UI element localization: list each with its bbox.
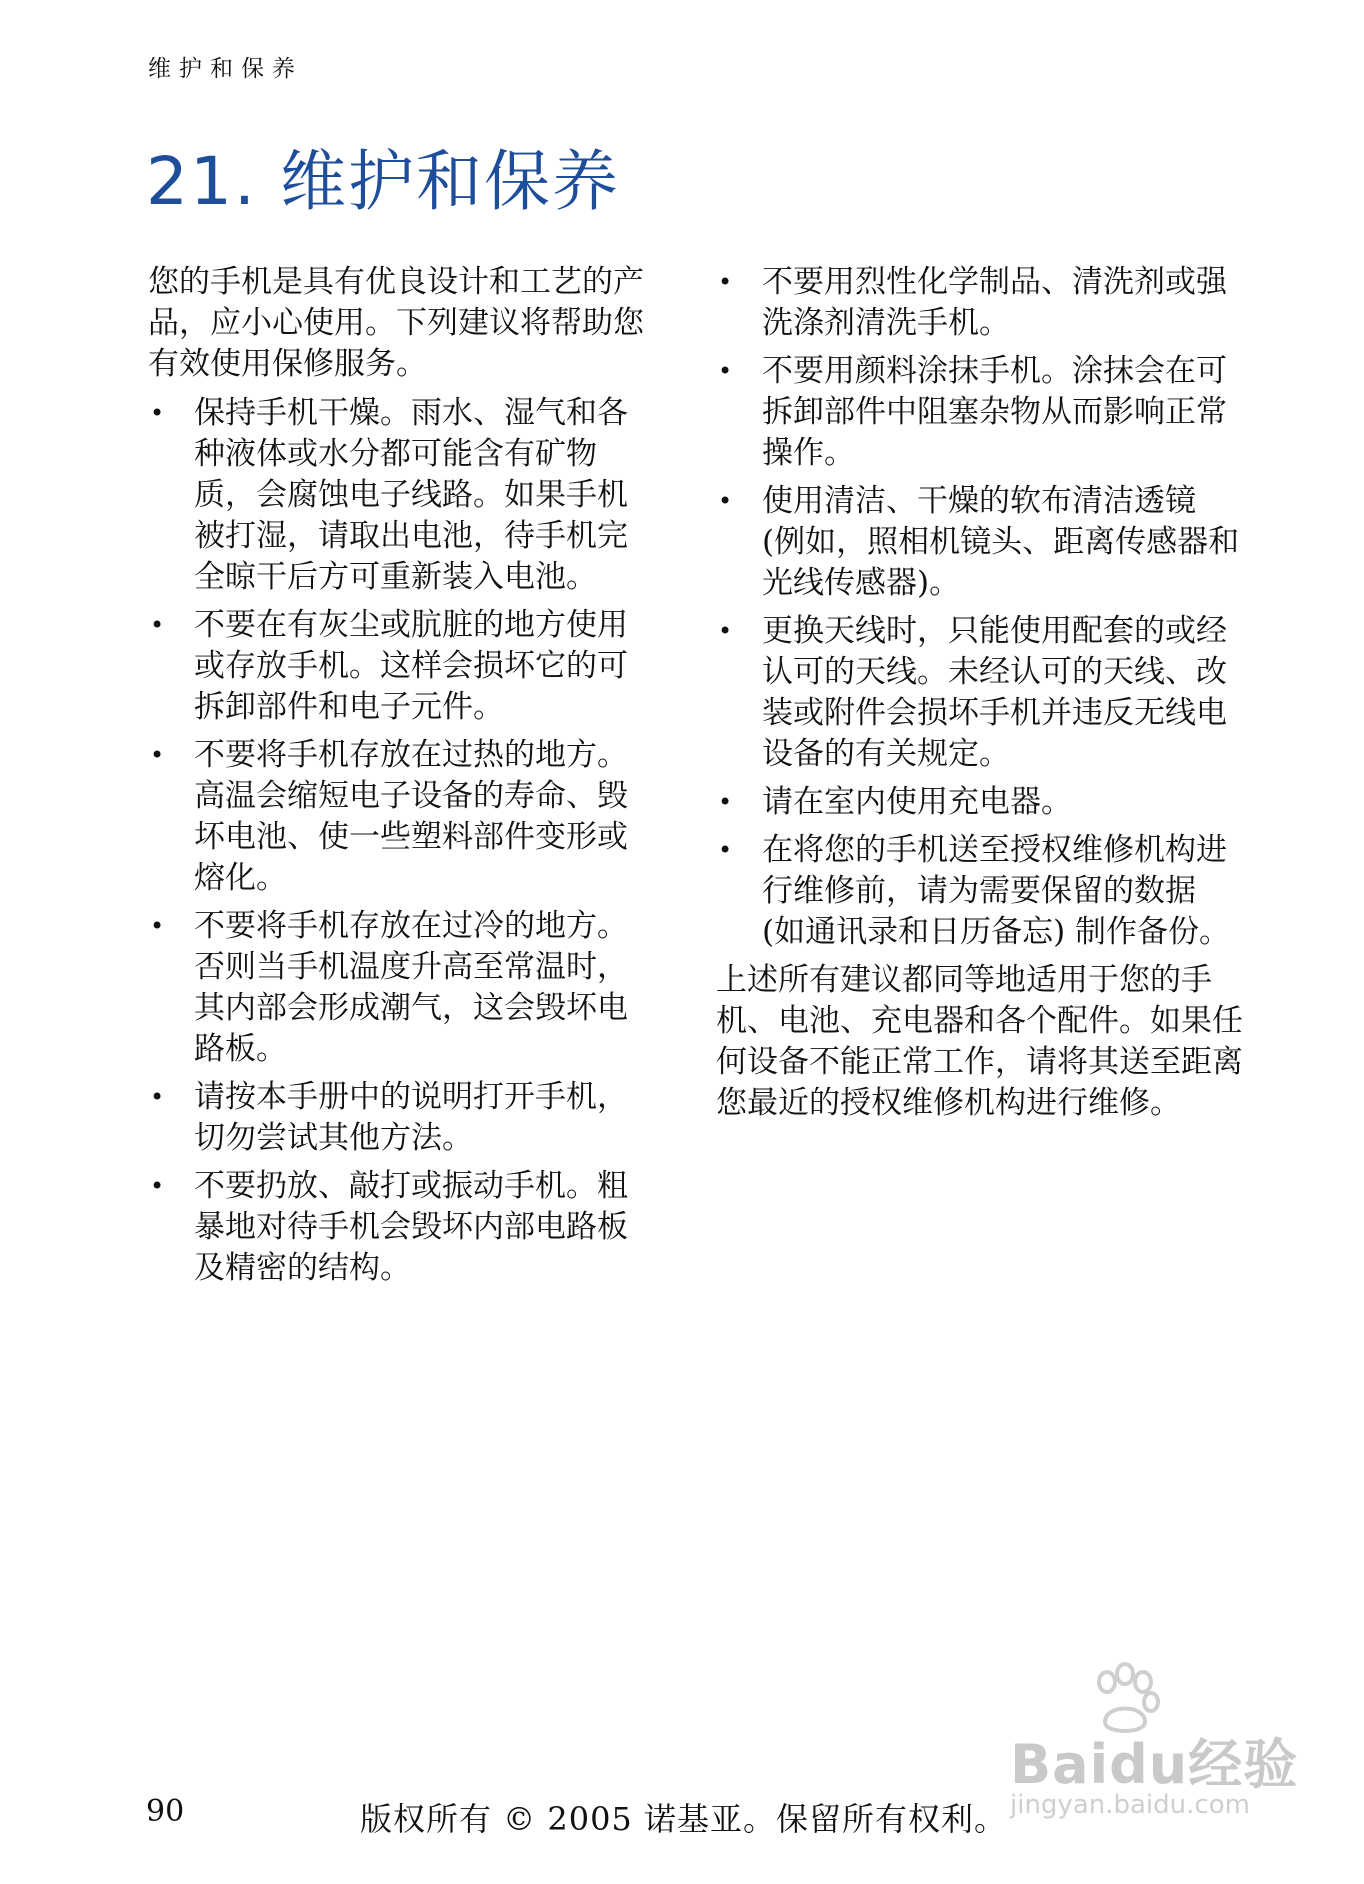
page-number: 90	[146, 1794, 185, 1829]
list-item-text: 在将您的手机送至授权维修机构进行维修前，请为需要保留的数据 (如通讯录和日历备忘) 制作备份。	[762, 832, 1231, 950]
watermark-url: jingyan.baidu.com	[1010, 1790, 1250, 1820]
list-item	[716, 351, 1246, 474]
watermark-brand: Baidu经验	[1010, 1733, 1299, 1796]
list-item	[148, 1166, 653, 1289]
bullet-icon: •	[718, 788, 733, 816]
list-item-text: 不要将手机存放在过热的地方。高温会缩短电子设备的寿命、毁坏电池、使一些塑料部件变形或熔化。	[194, 737, 628, 896]
copyright-notice: 版权所有 © 2005 诺基亚。保留所有权利。	[360, 1800, 1007, 1838]
list-item	[716, 830, 1246, 953]
running-header: 维护和保养	[148, 56, 303, 82]
list-item-text: 使用清洁、干燥的软布清洁透镜 (例如，照相机镜头、距离传感器和光线传感器)。	[762, 483, 1240, 601]
bullet-icon: •	[718, 487, 733, 515]
bullet-icon: •	[150, 399, 165, 427]
list-item	[148, 393, 653, 598]
list-item	[148, 735, 653, 899]
list-item-text: 不要用颜料涂抹手机。涂抹会在可拆卸部件中阻塞杂物从而影响正常操作。	[762, 353, 1227, 471]
left-column	[148, 262, 653, 1296]
closing-paragraph: 上述所有建议都同等地适用于您的手机、电池、充电器和各个配件。如果任何设备不能正常工作，请将其送至距离您最近的授权维修机构进行维修。	[716, 962, 1243, 1121]
chapter-title: 21. 维护和保养	[146, 143, 620, 220]
list-item-text: 请在室内使用充电器。	[762, 784, 1072, 820]
list-item	[148, 906, 653, 1070]
list-item-text: 保持手机干燥。雨水、湿气和各种液体或水分都可能含有矿物质，会腐蚀电子线路。如果手机被打湿，请取出电池，待手机完全晾干后方可重新装入电池。	[194, 395, 628, 595]
bullet-icon: •	[150, 912, 165, 940]
bullet-icon: •	[150, 1083, 165, 1111]
list-item-text: 不要用烈性化学制品、清洗剂或强洗涤剂清洗手机。	[762, 264, 1227, 341]
list-item	[716, 782, 1246, 823]
list-item	[148, 1077, 653, 1159]
right-column	[716, 262, 1246, 1132]
list-item	[716, 262, 1246, 344]
list-item-text: 不要将手机存放在过冷的地方。否则当手机温度升高至常温时，其内部会形成潮气，这会毁坏电路板。	[194, 908, 628, 1067]
intro-paragraph: 您的手机是具有优良设计和工艺的产品，应小心使用。下列建议将帮助您有效使用保修服务。	[148, 264, 644, 382]
list-item-text: 更换天线时，只能使用配套的或经认可的天线。未经认可的天线、改装或附件会损坏手机并违反无线电设备的有关规定。	[762, 613, 1227, 772]
list-item-text: 请按本手册中的说明打开手机，切勿尝试其他方法。	[194, 1079, 628, 1156]
left-bullet-list	[148, 393, 653, 1289]
list-item	[716, 481, 1246, 604]
bullet-icon: •	[718, 836, 733, 864]
list-item	[148, 605, 653, 728]
list-item-text: 不要扔放、敲打或振动手机。粗暴地对待手机会毁坏内部电路板及精密的结构。	[194, 1168, 628, 1286]
right-bullet-list	[716, 262, 1246, 953]
bullet-icon: •	[718, 617, 733, 645]
list-item-text: 不要在有灰尘或肮脏的地方使用或存放手机。这样会损坏它的可拆卸部件和电子元件。	[194, 607, 628, 725]
list-item	[716, 611, 1246, 775]
bullet-icon: •	[150, 741, 165, 769]
bullet-icon: •	[718, 268, 733, 296]
bullet-icon: •	[150, 1172, 165, 1200]
bullet-icon: •	[718, 357, 733, 385]
bullet-icon: •	[150, 611, 165, 639]
